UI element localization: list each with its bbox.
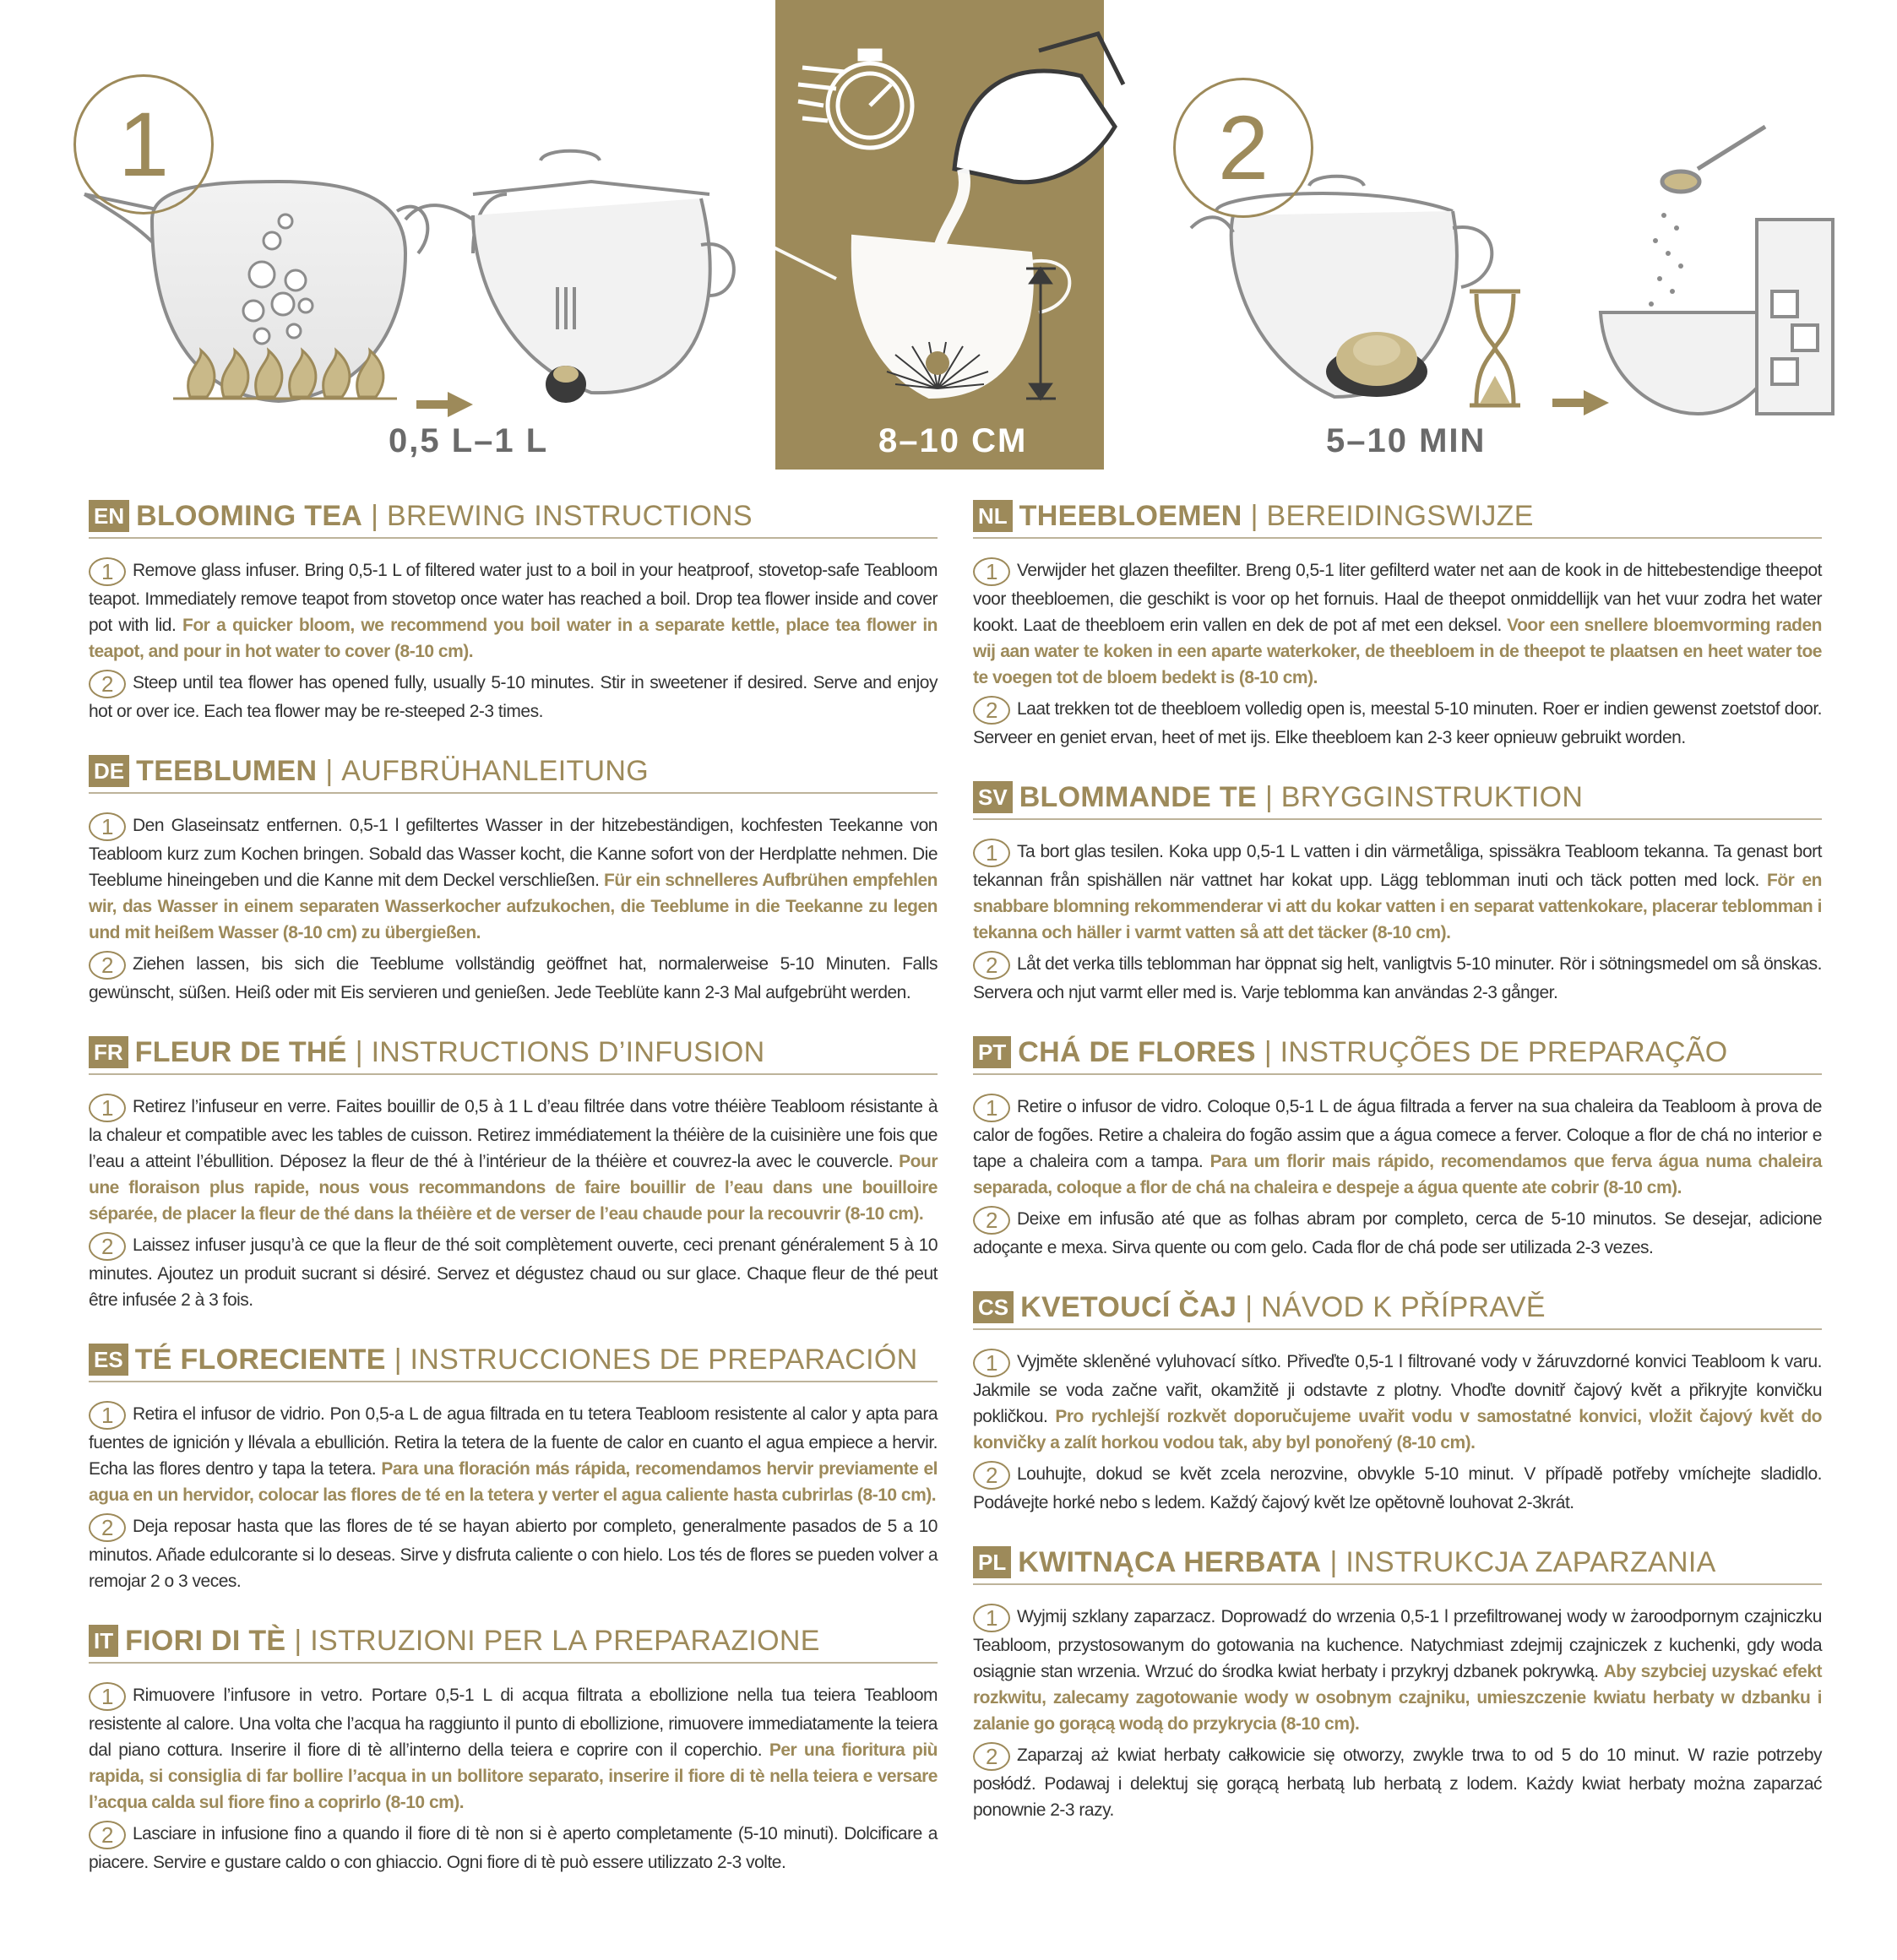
highlight-text: Für ein schnelleres Aufbrühen empfehlen wir, das Wasser in einem separaten Wasserkocher aufzukochen, die Teeblume in die Teekanne zu legen und mit heißem Wasser (8-10 cm) zu übergießen. — [89, 871, 938, 942]
highlight-text: Para um florir mais rápido, recomendamos que ferva água numa chaleira separada, coloque a flor de chá na chaleira e despeje a água quente ate cobrir (8-10 cm). — [973, 1152, 1822, 1197]
step-1-text — [973, 1604, 1822, 1737]
section-subtitle: BREWING INSTRUCTIONS — [387, 500, 753, 532]
arrow-right-icon — [416, 392, 473, 417]
lang-badge: SV — [973, 781, 1013, 813]
title-divider: | — [1264, 781, 1273, 813]
instruction-text: Laat trekken tot de theebloem volledig open is, meestal 5-10 minuten. Roer er indien gewenst zoetstof door. Serveer en geniet ervan, heet of met ijs. Elke theebloem kan 2-3 keer opnieuw gebruikt worden. — [973, 699, 1822, 747]
stopwatch-icon — [798, 51, 912, 148]
instruction-text: Steep until tea flower has opened fully, usually 5-10 minutes. Stir in sweetener if desired. Serve and enjoy hot or over ice. Each tea flower may be re-steeped 2-3 times. — [89, 673, 938, 721]
step-1-text — [89, 812, 938, 946]
step-2-text — [89, 670, 938, 725]
section-title: TEEBLUMEN — [136, 755, 318, 787]
section-title: CHÁ DE FLORES — [1018, 1036, 1256, 1068]
step-number-2: 2 — [89, 1513, 126, 1542]
highlight-text: Pour une floraison plus rapide, nous vous recommandons de faire bouillir de l’eau dans une bouilloire séparée, de placer la fleur de thé dans la théière et de verser de l’eau chaude pour la recouvrir (8-10 cm). — [89, 1152, 938, 1224]
section-title: BLOMMANDE TE — [1019, 781, 1257, 813]
highlight-text: Pro rychlejší rozkvět doporučujeme uvařit vodu v samostatné konvici, vložit čajový květ do konvičky a zalít horkou vodou tak, aby byl ponořený (8-10 cm). — [973, 1407, 1822, 1452]
section-fr — [89, 1031, 938, 1313]
step-1-text — [973, 1349, 1822, 1456]
section-en — [89, 495, 938, 725]
step-2-text — [89, 951, 938, 1006]
step-number-1: 1 — [973, 557, 1010, 586]
section-cs — [973, 1286, 1822, 1516]
title-divider: | — [325, 755, 334, 787]
instruction-text: Retire o infusor de vidro. Coloque 0,5-1 L de água filtrada a ferver na sua chaleira da Teabloom à prova de calor de fogões. Retire a chaleira do fogão assim que a água comece a ferver. Coloque a flor de chá no interior e tape a chaleira com a tampa. — [973, 1097, 1822, 1171]
section-title: KWITNĄCA HERBATA — [1018, 1546, 1322, 1578]
step-1-circle — [73, 74, 214, 214]
step-number-2: 2 — [89, 1821, 126, 1849]
section-pl — [973, 1541, 1822, 1823]
section-heading — [973, 1031, 1822, 1075]
instruction-text: Ta bort glas tesilen. Koka upp 0,5-1 L vatten i din värmetåliga, spissäkra Teabloom tekanna. Ta genast bort tekannan från spishällen när vattnet har kokat upp. Lägg teblomman inuti och täck potten med lock. — [973, 842, 1822, 890]
section-title: FLEUR DE THÉ — [134, 1036, 347, 1068]
tea-flower-icon — [546, 366, 586, 403]
kettle-icon — [954, 34, 1123, 182]
step-2-number: 2 — [1217, 96, 1269, 198]
ice-glass-icon — [1757, 220, 1833, 414]
steps-illustration — [0, 0, 1897, 473]
instruction-text: Remove glass infuser. Bring 0,5-1 L of filtered water just to a boil in your heatproof, stovetop-safe Teabloom teapot. Immediately remove teapot from stovetop once water has reached a boil. Drop tea flower inside and cover pot with lid. — [89, 561, 938, 635]
highlight-text: För en snabbare blomning rekommenderar vi att du kokar vatten i en separat vattenkokare, placerar teblomman i tekanna och häller i varmt vatten så att det täcker (8-10 cm). — [973, 871, 1823, 942]
step-1-number: 1 — [117, 93, 170, 195]
instruction-text: Den Glaseinsatz entfernen. 0,5-1 l gefiltertes Wasser in der hitzebeständigen, kochfesten Teekanne von Teabloom kurz zum Kochen bringen. Sobald das Wasser kocht, die Kanne sofort von der Herdplatte nehmen. Die Teeblume hineingeben und die Kanne mit dem Deckel verschließen. — [89, 816, 938, 890]
step-number-1: 1 — [973, 1349, 1010, 1377]
step-number-2: 2 — [973, 1742, 1010, 1771]
section-title: THEEBLOEMEN — [1019, 500, 1242, 532]
step-2-text — [973, 696, 1822, 751]
step-number-1: 1 — [89, 557, 126, 586]
step-number-1: 1 — [89, 1401, 126, 1430]
section-heading — [89, 1620, 938, 1664]
instruction-text: Rimuovere l’infusore in vetro. Portare 0,5-1 L di acqua filtrata a ebollizione nella tua teiera Teabloom resistente al calore. Una volta che l’acqua ha raggiunto il punto di ebollizione, rimuovere immediatamente la teiera dal piano cottura. Inserire il fiore di tè all’interno della teiera e coprire con il coperchio. — [89, 1686, 938, 1760]
highlight-text: For a quicker bloom, we recommend you boil water in a separate kettle, place tea flower in teapot, and pour in hot water to cover (8-10 cm). — [89, 616, 938, 661]
section-subtitle: NÁVOD K PŘÍPRAVĚ — [1261, 1291, 1546, 1323]
section-nl — [973, 495, 1822, 751]
step-number-1: 1 — [89, 1682, 126, 1711]
highlight-text: Aby szybciej uzyskać efekt rozkwitu, zalecamy zagotowanie wody w osobnym czajniku, umieszczenie kwiatu herbaty w dzbanku i zalanie go gorącą wodą do przykrycia (8-10 cm). — [973, 1662, 1822, 1734]
section-heading — [89, 1031, 938, 1075]
section-heading — [973, 1286, 1822, 1330]
instruction-text: Deja reposar hasta que las flores de té se hayan abierto por completo, generalmente pasados de 5 a 10 minutos. Añade edulcorante si lo deseas. Sirve y disfruta caliente o con hielo. Los tés de flores se pueden volver a remojar 2 o 3 veces. — [89, 1517, 938, 1591]
step-number-2: 2 — [89, 951, 126, 980]
title-divider: | — [355, 1036, 363, 1068]
section-subtitle: ISTRUZIONI PER LA PREPARAZIONE — [310, 1625, 820, 1657]
lang-badge: DE — [89, 755, 129, 787]
instruction-text: Verwijder het glazen theefilter. Breng 0,5-1 liter gefilterd water net aan de kook in de hittebestendige theepot voor theebloemen, die geschikt is voor op het fornuis. Haal de theepot onmiddellijk van het vuur zodra het water kookt. Laat de theebloem erin vallen en dek de pot af met een deksel. — [973, 561, 1822, 635]
section-subtitle: INSTRUCCIONES DE PREPARACIÓN — [410, 1344, 918, 1376]
section-title: FIORI DI TÈ — [125, 1625, 286, 1657]
step-2-text — [973, 951, 1822, 1006]
section-heading — [973, 776, 1822, 820]
instruction-text: Låt det verka tills teblomman har öppnat sig helt, vanligtvis 5-10 minuter. Rör i sötningsmedel om så önskas. Servera och njut varmt eller med is. Varje teblomma kan användas 2-3 gånger. — [973, 954, 1822, 1002]
step-2-text — [89, 1232, 938, 1313]
step-1-text — [973, 1094, 1822, 1201]
step-2-text — [973, 1742, 1822, 1823]
section-subtitle: INSTRUKCJA ZAPARZANIA — [1345, 1546, 1716, 1578]
title-divider: | — [294, 1625, 302, 1657]
step-1-text — [973, 557, 1822, 691]
step-number-1: 1 — [973, 1094, 1010, 1122]
section-sv — [973, 776, 1822, 1006]
section-heading — [973, 495, 1822, 539]
highlight-text: Voor een snellere bloemvorming raden wij aan water te koken in een aparte waterkoker, de theebloem in de theepot te plaatsen en heet water toe te voegen tot de bloem bedekt is (8-10 cm). — [973, 616, 1822, 687]
step-2-text — [89, 1513, 938, 1594]
lang-badge: PL — [973, 1546, 1011, 1578]
step-number-1: 1 — [973, 1604, 1010, 1632]
section-subtitle: BEREIDINGSWIJZE — [1266, 500, 1534, 532]
left-column — [89, 495, 938, 1901]
illustration-header — [0, 0, 1897, 473]
instruction-text: Lasciare in infusione fino a quando il fiore di tè non si è aperto completamente (5-10 minuti). Dolcificare a piacere. Servire e gustare caldo o con ghiaccio. Ogni fiore di tè può essere utilizzato 2-3 volte. — [89, 1824, 938, 1872]
spoon-icon — [1662, 127, 1765, 192]
instruction-text: Laissez infuser jusqu’à ce que la fleur de thé soit complètement ouverte, ceci prenant généralement 5 à 10 minutes. Ajoutez un produit sucrant si désiré. Servez et dégustez chaud ou sur glace. Chaque fleur de thé peut être infusée 2 à 3 fois. — [89, 1235, 938, 1310]
section-subtitle: INSTRUCTIONS D’INFUSION — [371, 1036, 765, 1068]
step-number-2: 2 — [89, 670, 126, 698]
volume-label: 0,5 L–1 L — [389, 422, 549, 459]
sugar-dots — [1649, 213, 1683, 319]
step-1-text — [89, 1682, 938, 1816]
section-title: KVETOUCÍ ČAJ — [1020, 1291, 1237, 1323]
title-divider: | — [394, 1344, 402, 1376]
section-title: TÉ FLORECIENTE — [134, 1344, 386, 1376]
right-column — [973, 495, 1822, 1849]
lang-badge: CS — [973, 1291, 1014, 1323]
step-1-text — [89, 1401, 938, 1508]
step-number-1: 1 — [89, 812, 126, 841]
section-it — [89, 1620, 938, 1876]
hourglass-icon — [1470, 291, 1520, 405]
step-2-circle — [1173, 78, 1313, 218]
step-number-2: 2 — [973, 1206, 1010, 1235]
section-heading — [89, 750, 938, 794]
instruction-text: Deixe em infusão até que as folhas abram por completo, cerca de 5-10 minutos. Se desejar, adicione adoçante e mexa. Sirva quente ou com gelo. Cada flor de chá pode ser utilizada 2-3 vezes. — [973, 1209, 1822, 1257]
title-divider: | — [1250, 500, 1258, 532]
lang-badge: FR — [89, 1036, 128, 1068]
instruction-text: Louhujte, dokud se květ zcela nerozvine, obvykle 5-10 minut. V případě potřeby vmíchejte sladidlo. Podávejte horké nebo s ledem. Každý čajový květ lze opětovně louhovat 2-3krát. — [973, 1464, 1822, 1512]
step-number-2: 2 — [973, 951, 1010, 980]
title-divider: | — [1245, 1291, 1253, 1323]
step-2-text — [973, 1461, 1822, 1516]
step-2-text — [89, 1821, 938, 1876]
lang-badge: ES — [89, 1344, 128, 1376]
height-label: 8–10 CM — [878, 422, 1028, 459]
step-number-2: 2 — [973, 696, 1010, 725]
step-number-1: 1 — [89, 1094, 126, 1122]
title-divider: | — [1329, 1546, 1338, 1578]
section-subtitle: AUFBRÜHANLEITUNG — [341, 755, 649, 787]
title-divider: | — [1264, 1036, 1272, 1068]
step-number-1: 1 — [973, 839, 1010, 867]
step-number-2: 2 — [973, 1461, 1010, 1490]
lang-badge: EN — [89, 500, 129, 532]
instruction-text: Vyjměte skleněné vyluhovací sítko. Přiveďte 0,5-1 l filtrované vody v žáruvzdorné konvici Teabloom k varu. Jakmile se voda začne vařit, okamžitě ji odstavte z plotny. Vhoďte dovnitř čajový květ a přikryjte konvičku pokličkou. — [973, 1352, 1822, 1426]
teapot-icon — [752, 169, 1069, 397]
step-1-text — [89, 557, 938, 665]
time-label: 5–10 MIN — [1326, 422, 1487, 459]
section-pt — [973, 1031, 1822, 1261]
step-number-2: 2 — [89, 1232, 126, 1261]
section-subtitle: INSTRUÇÕES DE PREPARAÇÃO — [1280, 1036, 1728, 1068]
section-heading — [89, 1338, 938, 1382]
section-heading — [973, 1541, 1822, 1585]
section-de — [89, 750, 938, 1006]
section-es — [89, 1338, 938, 1594]
instruction-text: Zaparzaj aż kwiat herbaty całkowicie się otworzy, zwykle trwa to od 5 do 10 minut. W razie potrzeby posłódź. Podawaj i delektuj się gorącą herbatą lub herbatą z lodem. Każdy kwiat herbaty można zaparzać ponownie 2-3 razy. — [973, 1746, 1822, 1820]
lang-badge: NL — [973, 500, 1013, 532]
lang-badge: IT — [89, 1625, 118, 1657]
instruction-text: Ziehen lassen, bis sich die Teeblume vollständig geöffnet hat, normalerweise 5-10 Minuten. Falls gewünscht, süßen. Heiß oder mit Eis servieren und genießen. Jede Teeblüte kann 2-3 Mal aufgebrüht werden. — [89, 954, 938, 1002]
highlight-text: Para una floración más rápida, recomendamos hervir previamente el agua en un hervidor, colocar las flores de té en la tetera y verter el agua caliente hasta cubrirlas (8-10 cm). — [89, 1459, 938, 1505]
step-1-text — [89, 1094, 938, 1227]
lang-badge: PT — [973, 1036, 1011, 1068]
section-heading — [89, 495, 938, 539]
instruction-text: Retira el infusor de vidrio. Pon 0,5-a L de agua filtrada en tu tetera Teabloom resistente al calor y apta para fuentes de ignición y llévala a ebullición. Retira la tetera de la fuente de calor en cuanto el agua empiece a hervir. Echa las flores dentro y tapa la tetera. — [89, 1404, 938, 1479]
instruction-text: Wyjmij szklany zaparzacz. Doprowadź do wrzenia 0,5-1 l przefiltrowanej wody w żaroodpornym czajniczku Teabloom, przystosowanym do gotowania na kuchence. Natychmiast zdejmij czajniczek z kuchenki, gdy woda osiągnie stan wrzenia. Wrzuć do środka kwiat herbaty i przykryj dzbanek pokrywką. — [973, 1607, 1822, 1681]
highlight-text: Per una fioritura più rapida, si consiglia di far bollire l’acqua in un bollitore separato, inserire il fiore di tè nella teiera e versare l’acqua calda sul fiore fino a coprirlo (8-10 cm). — [89, 1740, 938, 1812]
step-2-text — [973, 1206, 1822, 1261]
instruction-text: Retirez l’infuseur en verre. Faites bouillir de 0,5 à 1 L d’eau filtrée dans votre théière Teabloom résistante à la chaleur et compatible avec les tables de cuisson. Retirez immédiatement la théière de la cuisinière une fois que l’eau a atteint l’ébullition. Déposez la fleur de thé à l’intérieur de la théière et couvrez-la avec le couvercle. — [89, 1097, 938, 1171]
step-1-text — [973, 839, 1822, 946]
section-title: BLOOMING TEA — [136, 500, 363, 532]
section-subtitle: BRYGGINSTRUKTION — [1280, 781, 1584, 813]
teapot-icon — [405, 151, 734, 393]
arrow-right-icon — [1552, 390, 1609, 415]
title-divider: | — [371, 500, 378, 532]
